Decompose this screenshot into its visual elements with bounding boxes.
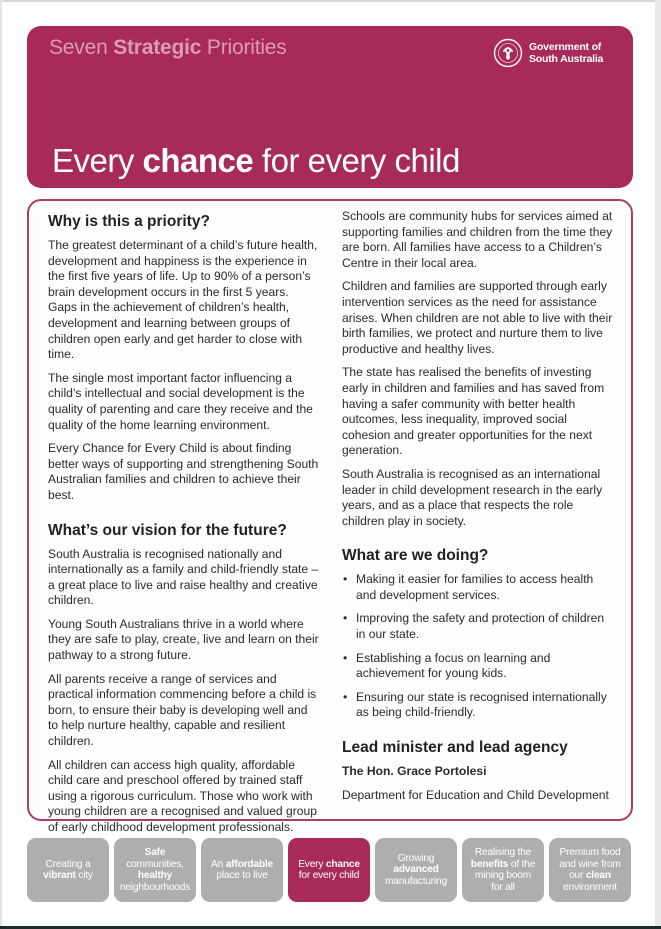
piping-shrike-crest-icon: [493, 38, 523, 68]
list-item-text: Improving the safety and protection of children in our state.: [356, 611, 605, 642]
tile-label-text: place to live: [216, 870, 268, 881]
tile-label-text: city: [75, 870, 93, 881]
page-title-post: for every child: [253, 142, 460, 179]
section-heading-priority: Why is this a priority?: [48, 213, 210, 230]
paragraph: Every Chance for Every Child is about finding better ways of supporting and strengthening South Australian families and children to achieve their best.: [48, 441, 319, 502]
tile-label: [298, 859, 360, 882]
bullet-icon: •: [343, 572, 348, 587]
tile-label-bold: Safe: [144, 847, 166, 858]
bullet-icon: •: [343, 611, 348, 626]
page-title-pre: Every: [52, 142, 143, 179]
section-heading-lead: Lead minister and lead agency: [342, 739, 568, 757]
list-item: [342, 651, 614, 682]
paragraph: The state has realised the benefits of investing early in children and families and has saved from having a safer community with better health outcomes, less inequality, improved social cohesion and greater opportunities for the next generation.: [342, 365, 605, 458]
paragraph: All children can access high quality, affordable child care and preschool offered by trained staff using a rigorous curriculum. Those who work with young children are a recognised and valued group of early childhood development professionals.: [48, 757, 317, 834]
tile-vibrant-city[interactable]: [27, 838, 109, 902]
paragraph: Schools are community hubs for services aimed at supporting families and children from the time they are born. All families have access to a Children’s Centre in their local area.: [342, 209, 613, 270]
tile-label-bold: advanced: [393, 864, 439, 876]
series-title-post: Priorities: [201, 36, 287, 59]
tile-label-text: Premium food: [559, 847, 621, 858]
right-column: [342, 209, 614, 811]
paragraph: Young South Australians thrive in a world where they are safe to play, create, live and learn on their pathway to a strong future.: [48, 616, 319, 663]
page-top-edge: [0, 0, 661, 2]
tile-label-text: Creating a: [45, 858, 91, 870]
tile-label-text: communities,: [126, 858, 184, 870]
lead-agency: Department for Education and Child Development: [342, 787, 609, 802]
page-left-edge: [0, 0, 2, 929]
tile-label-bold: chance: [325, 858, 360, 870]
paragraph: South Australia is recognised as an international leader in child development research in the early years, and as a place that respects the role children play in society.: [342, 466, 603, 528]
series-title-bold: Strategic: [113, 36, 202, 59]
list-item-text: Establishing a focus on learning and achievement for young kids.: [356, 650, 551, 681]
list-item: [342, 611, 614, 642]
series-title-pre: Seven: [49, 36, 114, 59]
paragraph: Children and families are supported through early intervention services as the need for assistance arises. When children are not able to live with their birth families, we protect and nurture them to live productive and healthy lives.: [342, 279, 613, 356]
tile-premium-food-wine[interactable]: [549, 838, 631, 902]
tile-label: [120, 847, 190, 893]
tile-label-text: Growing: [397, 852, 435, 864]
list-item: [342, 572, 614, 603]
paragraph: All parents receive a range of services and practical information commencing before a child is born, to ensure their baby is developing well and to help nurture healthy, capable and resilient children.: [48, 671, 317, 749]
tile-mining-boom[interactable]: [462, 838, 544, 902]
tile-label-text: for all: [491, 881, 515, 893]
paragraph: The greatest determinant of a child’s future health, development and happiness is the experience in the first five years of life. Up to 90% of a person’s brain development occurs in the first 5 years. Gaps in the achievement of children’s health, development and learning between groups of children open early and get harder to close with time.: [48, 238, 318, 362]
paragraph: The single most important factor influencing a child’s intellectual and social development is the quality of parenting and care they receive and the quality of the home learning environment.: [48, 370, 313, 432]
tile-label: [471, 847, 535, 893]
header-banner: [27, 26, 633, 188]
tile-label: [385, 853, 447, 888]
tile-label-text: for every child: [298, 870, 360, 881]
page-title: [52, 142, 460, 180]
tile-label-text: environment: [563, 881, 617, 893]
tile-label-text: our: [569, 870, 586, 881]
tile-label-text: An: [211, 858, 226, 870]
tile-label-bold: affordable: [225, 858, 273, 870]
logo-line-1: Government of: [529, 41, 602, 53]
logo-line-2: South Australia: [529, 53, 604, 65]
list-item-text: Ensuring our state is recognised internationally as being child-friendly.: [356, 689, 607, 720]
content-panel: [27, 199, 633, 834]
government-name: [529, 41, 603, 65]
tile-label-bold: clean: [585, 870, 611, 881]
tile-label-text: of the: [508, 858, 536, 870]
tile-label: [211, 859, 273, 882]
tile-label-bold: healthy: [137, 870, 173, 881]
section-heading-vision: What’s our vision for the future?: [48, 521, 287, 539]
tile-affordable-place[interactable]: [201, 838, 283, 902]
bullet-icon: •: [343, 689, 348, 704]
paragraph: South Australia is recognised nationally and internationally as a family and child-friendly state – a great place to live and raise healthy and creative children.: [48, 546, 319, 608]
series-title: [49, 36, 287, 60]
tile-label-text: manufacturing: [385, 875, 447, 887]
priority-tiles: [27, 838, 633, 902]
tile-label-text: Realising the: [474, 847, 532, 858]
tile-label: [43, 859, 93, 882]
tile-label-bold: vibrant: [43, 870, 76, 881]
page-title-bold: chance: [142, 142, 254, 179]
tile-label-text: Every: [298, 858, 326, 870]
list-item: [342, 690, 614, 721]
tile-advanced-manufacturing[interactable]: [375, 838, 457, 902]
left-column: [48, 213, 320, 844]
minister-name: The Hon. Grace Portolesi: [342, 764, 487, 779]
viewer-scrollbar-strip: [655, 0, 661, 929]
bullet-icon: •: [343, 650, 348, 665]
government-logo: [493, 38, 603, 68]
list-item-text: Making it easier for families to access health and development services.: [356, 572, 594, 602]
tile-label-bold: benefits: [470, 858, 509, 870]
tile-label: [559, 847, 620, 893]
actions-list: [342, 572, 614, 721]
tile-label-text: mining boom: [474, 870, 532, 881]
tile-label-text: neighbourhoods: [119, 881, 191, 893]
tile-label-text: and wine from: [559, 858, 621, 870]
tile-safe-communities[interactable]: [114, 838, 196, 902]
section-heading-doing: What are we doing?: [342, 547, 489, 565]
tile-every-chance[interactable]: [288, 838, 370, 902]
